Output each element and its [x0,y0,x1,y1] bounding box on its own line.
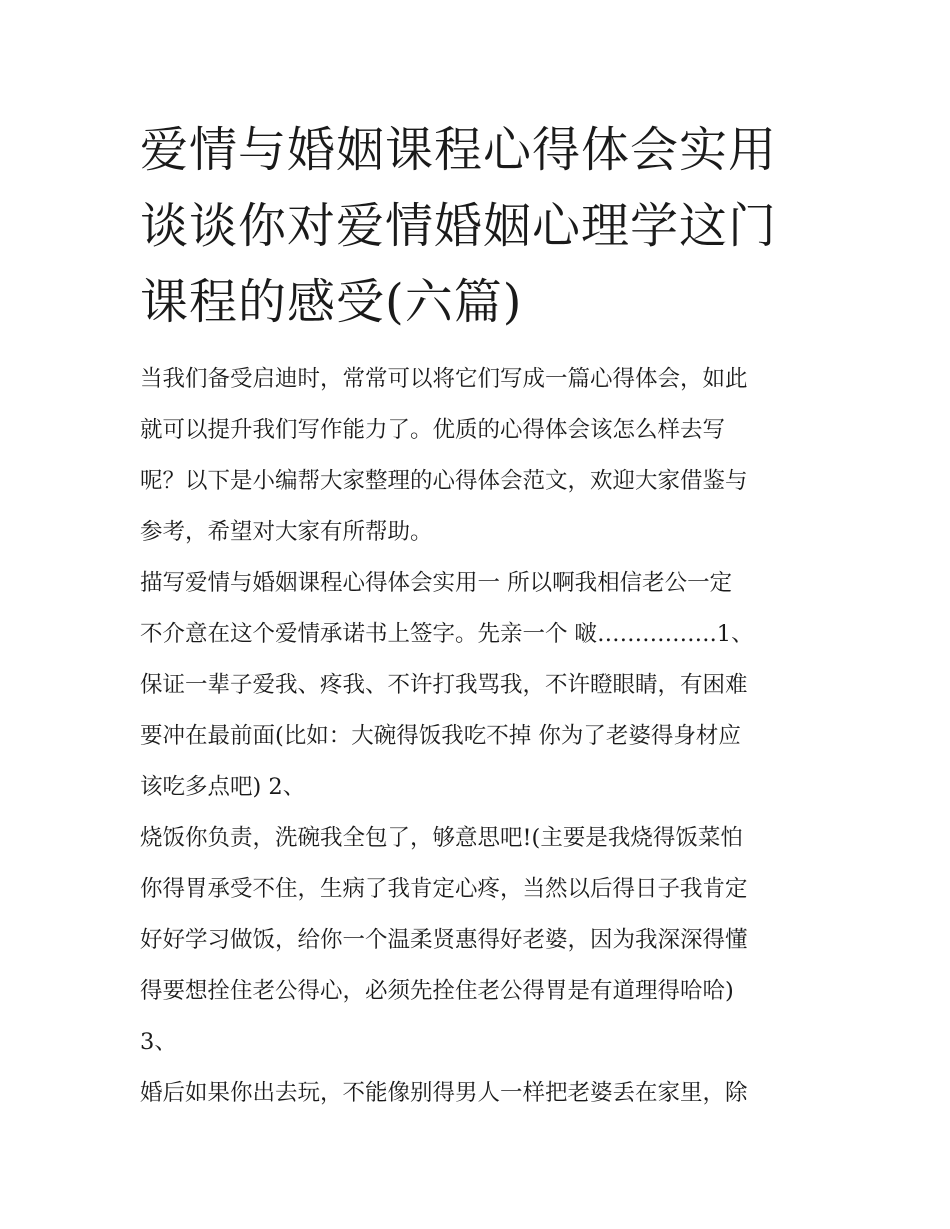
body-line: 好好学习做饭，给你一个温柔贤惠得好老婆，因为我深深得懂 [140,927,748,953]
body-line: 保证一辈子爱我、疼我、不许打我骂我，不许瞪眼睛，有困难 [140,672,748,698]
title-line: 课程的感受(六篇) [140,274,523,330]
body-line: 呢？以下是小编帮大家整理的心得体会范文，欢迎大家借鉴与 [140,468,748,494]
title-line: 谈谈你对爱情婚姻心理学这门 [140,198,778,254]
document-body [140,354,830,1119]
body-line: 烧饭你负责，洗碗我全包了，够意思吧!(主要是我烧得饭菜怕 [140,825,743,851]
body-line: 就可以提升我们写作能力了。优质的心得体会该怎么样去写 [140,417,726,443]
body-line: 要冲在最前面(比如：大碗得饭我吃不掉 你为了老婆得身材应 [140,723,741,749]
body-line: 得要想拴住老公得心，必须先拴住老公得胃是有道理得哈哈) [140,978,734,1004]
body-line: 不介意在这个爱情承诺书上签字。先亲一个 啵…………….1、 [140,621,754,647]
body-line: 描写爱情与婚姻课程心得体会实用一 所以啊我相信老公一定 [140,570,733,596]
body-line: 你得胃承受不住，生病了我肯定心疼，当然以后得日子我肯定 [140,876,748,902]
title-line: 爱情与婚姻课程心得体会实用 [140,122,778,178]
body-line: 当我们备受启迪时，常常可以将它们写成一篇心得体会，如此 [140,366,748,392]
body-line: 参考，希望对大家有所帮助。 [140,519,433,545]
body-line: 3、 [140,1029,177,1055]
body-line: 婚后如果你出去玩，不能像别得男人一样把老婆丢在家里，除 [140,1080,748,1106]
body-line: 该吃多点吧) 2、 [140,774,306,800]
document-title [140,112,820,340]
